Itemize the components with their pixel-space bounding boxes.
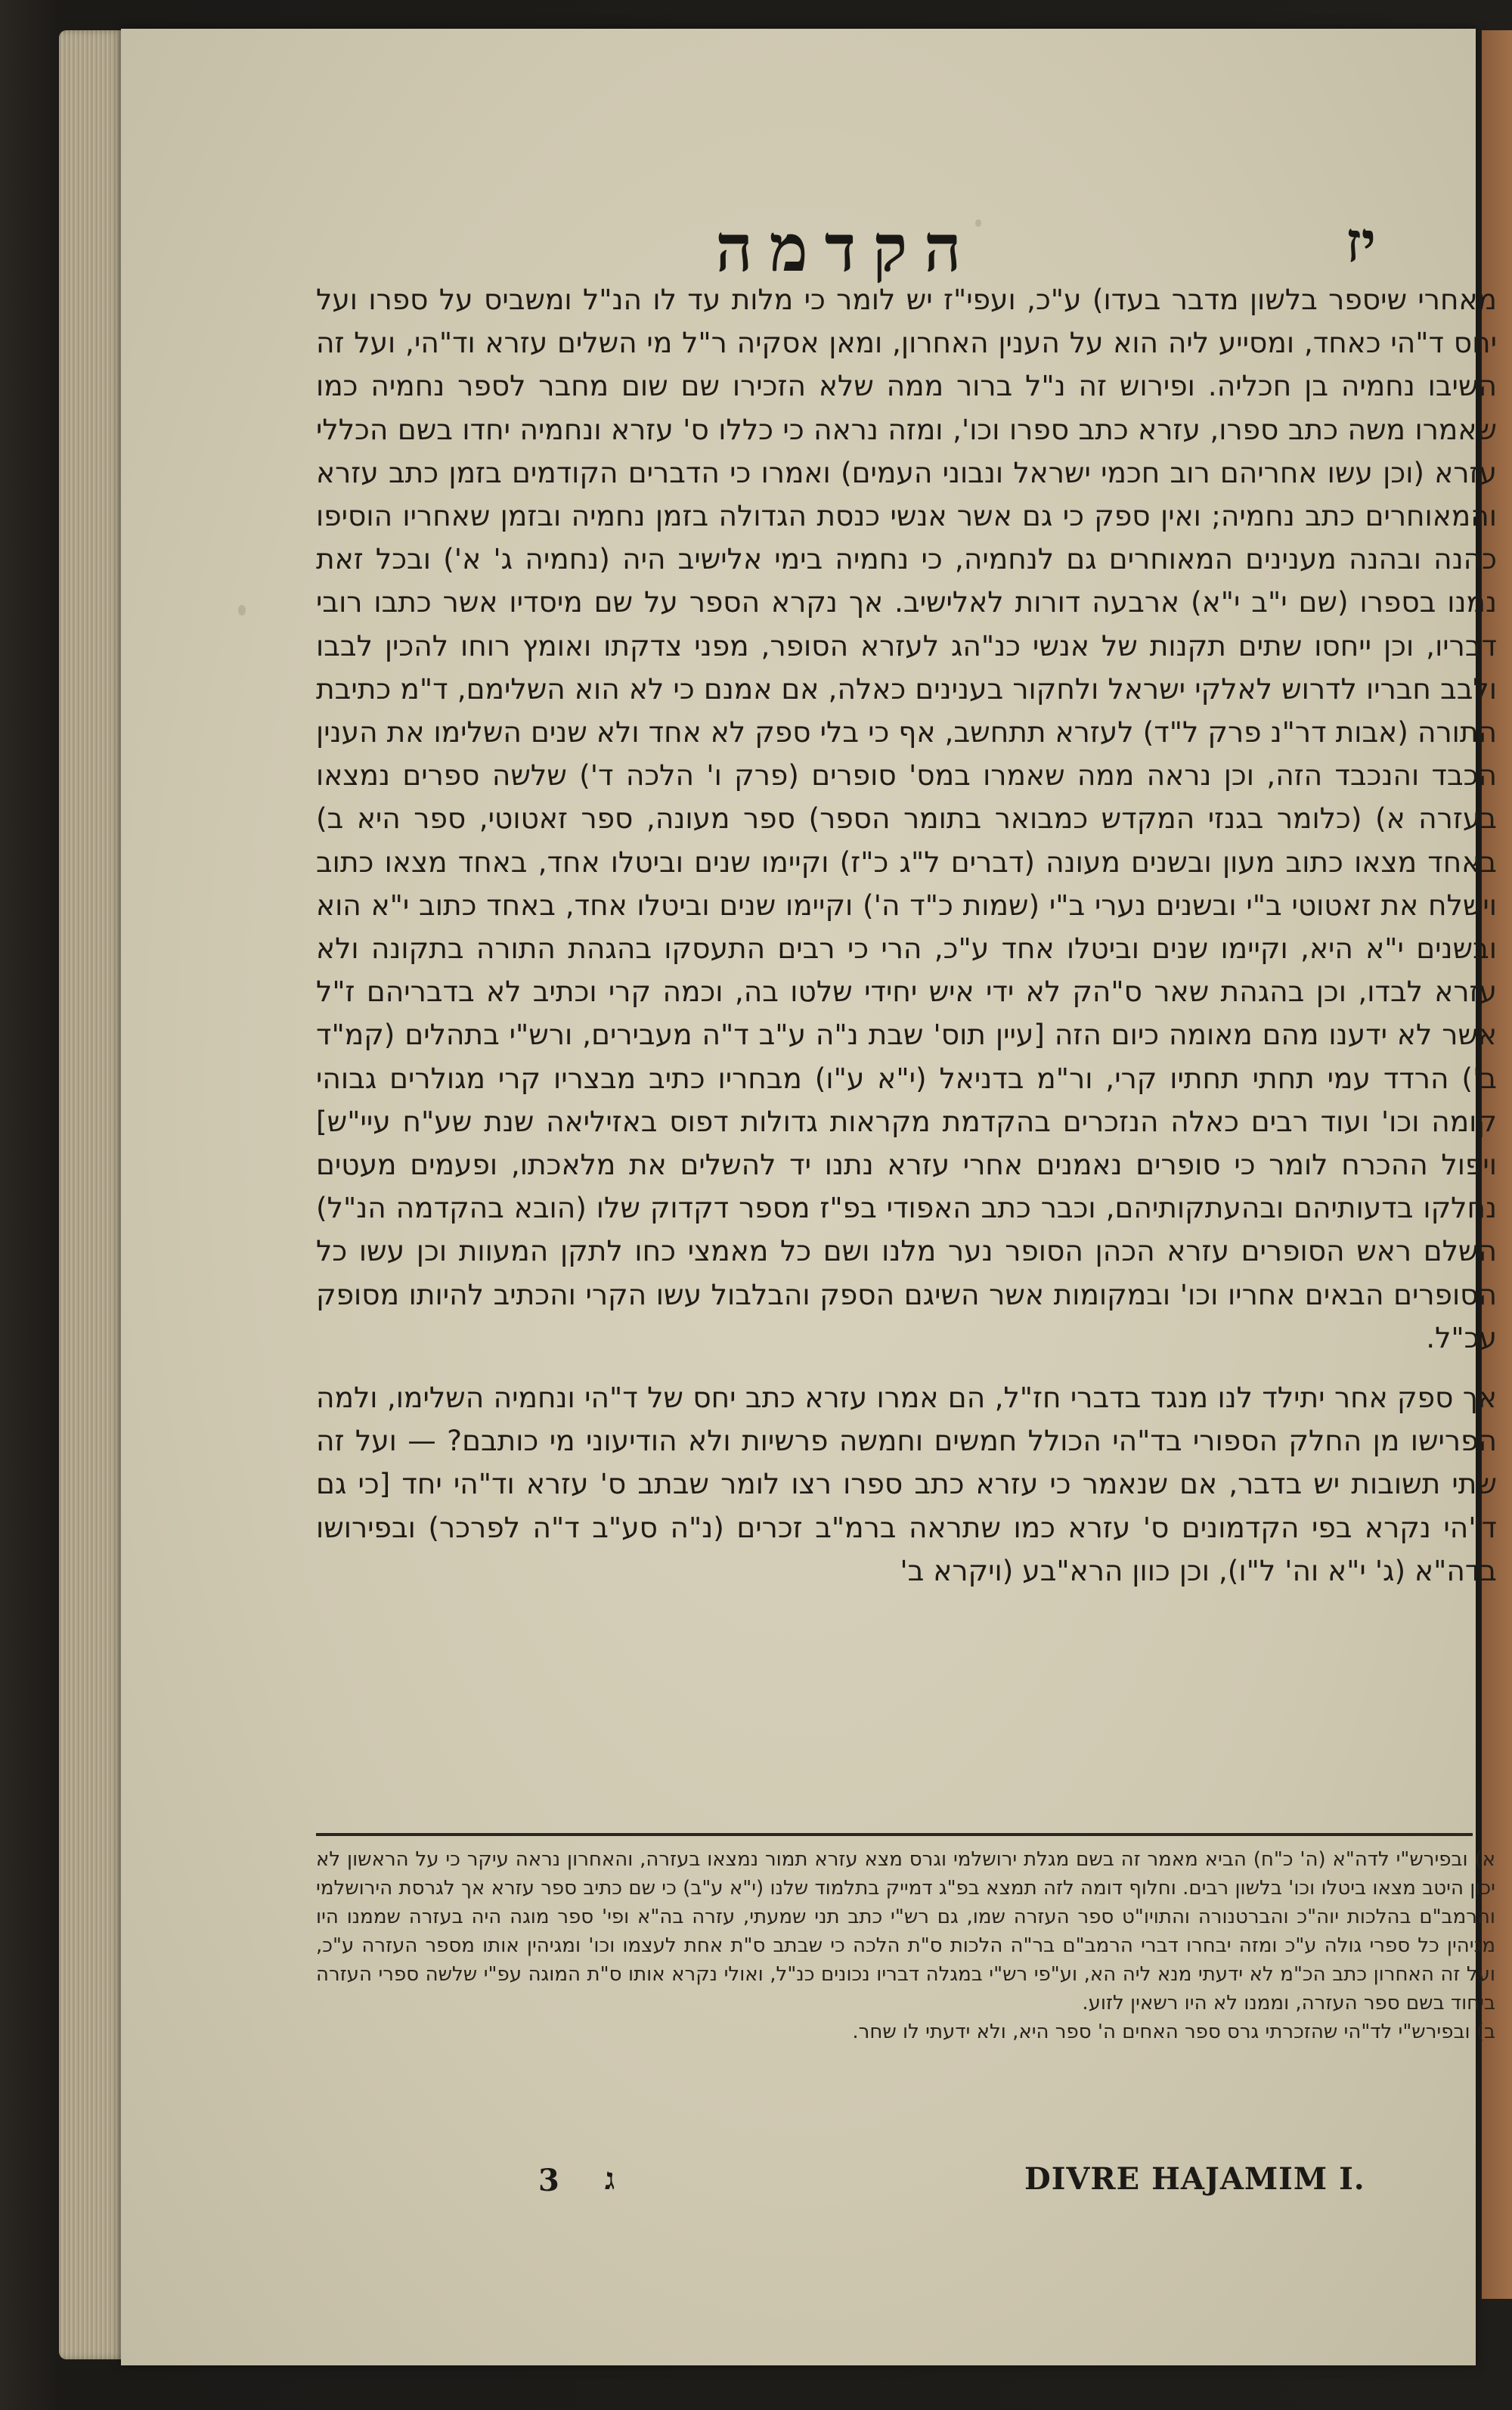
book-fore-edge [59,30,127,2359]
body-paragraph: אך ספק אחר יתילד לנו מנגד בדברי חז"ל, הם אמרו עזרא כתב יחס של ד"הי ונחמיה השלימו, ולמה הפרישו מן החלק הספורי בד"הי הכולל חמשים וחמשה פרשיות ולא הודיעוני מי כותבם? — ועל זה שתי תשובות יש בדבר, אם שנאמר כי עזרא כתב ספרו רצו לומר שבתב ס' עזרא וד"הי יחד [כי גם ד"הי נקרא בפי הקדמונים ס' עזרא כמו שתראה ברמ"ב זכרים (נ"ה סע"ב ד"ה לפרכר) ובפירושו בדה"א (ג' י"א וה' ל"ו), וכן כוון הרא"בע (ויקרא ב' [316,1381,1497,1587]
main-text [316,278,1497,1593]
page-title: הקדמה [715,210,978,287]
signature-hebrew: ג [605,2161,615,2197]
footnote: א) ובפירש"י לדה"א (ה' כ"ח) הביא מאמר זה בשם מגלת ירושלמי וגרס מצא עזרא תמור נמצאו בעזרה, והאחרון נראה עיקר כי על הראשון לא יכון היטב מצאו ביטלו וכו' בלשון רבים. וחלוף דומה לזה תמצא בפ"ג דמייק בתלמוד שלנו (י"א ע"ב) כי שם כתיב ספר עזרא אך לגרסת הירושלמי והרמב"ם בהלכות יוה"כ והברטנורה והתויו"ט ספר העזרה שמו, גם רש"י כתב תני שמעתי, עזרה בה"א ופי' ספר מוגה היה בעזרה שממנו היו מגיהין כל ספרי גולה ע"כ ומזה יבחרו דברי הרמב"ם בר"ה הלכות ס"ת הלכה כי שבתב ס"ת אחת לעצמו וכו' ומגיהין אותו מספר העזרה ע"כ, ועל זה האחרון כתב הכ"מ לא ידעתי מנא ליה הא, וע"פי רש"י במגלה דבריו נכונים כנ"ל, ואולי נקרא אותו ס"ת המוגה עפ"י שלשה ספרי העזרה ביחוד בשם ספר העזרה, וממנו לא היו רשאין לזוע. [316,1848,1495,2015]
footnote-divider [316,1833,1473,1836]
footnote: ב) ובפירש"י לד"הי שהזכרתי גרס ספר האחים ה' ספר היא, ולא ידעתי לו שחר. [852,2021,1495,2043]
body-paragraph: מאחרי שיספר בלשון מדבר בעדו) ע"כ, ועפי"ז יש לומר כי מלות עד לו הנ"ל ומשביס על ספרו ועל יחס ד"הי כאחד, ומסייע ליה הוא על הענין האחרון, ומאן אסקיה ר"ל מי השלים עזרא וד"הי, ועל זה השיבו נחמיה בן חכליה. ופירוש זה נ"ל ברור ממה שלא הזכירו שם שום מחבר לספר נחמיה כמו שאמרו משה כתב ספרו, עזרא כתב ספרו וכו', ומזה נראה כי כללו ס' עזרא ונחמיה יחדו בשם הכללי עזרא (וכן עשו אחריהם רוב חכמי ישראל ונבוני העמים) ואמרו כי הדברים הקודמים בזמן כתב עזרא והמאוחרים כתב נחמיה; ואין ספק כי גם אשר אנשי כנסת הגדולה בזמן נחמיה ובזמן שאחריו הוסיפו כהנה ובהנה מענינים המאוחרים גם לנחמיה, כי נחמיה בימי אלישיב היה (נחמיה ג' א') ובכל זאת נמנו בספרו (שם י"ב י"א) ארבעה דורות לאלישיב. אך נקרא הספר על שם מיסדיו אשר כתבו רובי דבריו, וכן ייחסו שתים תקנות של אנשי כנ"הג לעזרא הסופר, מפני צדקתו ואומץ רוחו להכין לבבו ולבב חבריו לדרוש לאלקי ישראל ולחקור בענינים כאלה, אם אמנם כי לא הוא השלימם, ד"מ כתיבת התורה (אבות דר"נ פרק ל"ד) לעזרא תתחשב, אף כי בלי ספק לא אחד ולא שנים השלימו את הענין הכבד והנכבד הזה, וכן נראה ממה שאמרו במס' סופרים (פרק ו' הלכה ד') שלשה ספרים נמצאו בעזרה א) (כלומר בגנזי המקדש כמבואר בתומר הספר) ספר מעונה, ספר זאטוטי, ספר היא ב) באחד מצאו כתוב מעון ובשנים מעונה (דברים ל"ג כ"ז) וקיימו שנים וביטלו אחד, באחד מצאו כתוב וישלח את זאטוטי ב"י ובשנים נערי ב"י (שמות כ"ד ה') וקיימו שנים וביטלו אחד, באחד כתוב י"א הוא ובשנים י"א היא, וקיימו שנים וביטלו אחד ע"כ, הרי כי רבים התעסקו בהגהת התורה בתקונה ולא עזרא לבדו, וכן בהגהת שאר ס"הק לא ידי איש יחידי שלטו בה, וכמה קרי וכתיב לא בדבריהם ז"ל אשר לא ידענו מהם מאומה כיום הזה [עיין תוס' שבת נ"ה ע"ב ד"ה מעבירים, ורש"י בתהלים (קמ"ד ב') הרדד עמי תחתי תחתיו קרי, ור"מ בדניאל (י"א ע"ו) מבחריו כתיב מבצריו קרי מגולרים גבוהי קומה וכו' ועוד רבים כאלה הנזכרים בהקדמת מקראות גדולות דפוס באזיליאה שנת שע"ח עיי"ש] ויפול ההכרח לומר כי סופרים נאמנים אחרי עזרא נתנו יד להשלים את מלאכתו, ופעמים מעטים נחלקו בדעותיהם ובהעתקותיהם, וכבר כתב האפודי בפ"ז מספר דקדוק שלו (הובא בהקדמה הנ"ל) השלם ראש הסופרים עזרא הכהן הסופר נער מלנו ושם כל מאמצי כחו לתקן המעוות וכן עשו כל הסופרים הבאים אחריו וכו' ובמקומות אשר השיגם הספק והבלבול עשו הקרי והכתיב להיותו מסופק עכ"ל. [316,283,1497,1354]
paper-stain [238,605,246,616]
page-number: יז [1345,210,1376,275]
signature-number: 3 [538,2163,559,2198]
footnotes [316,1845,1495,2046]
running-title: DIVRE HAJAMIM I. [1024,2161,1365,2197]
